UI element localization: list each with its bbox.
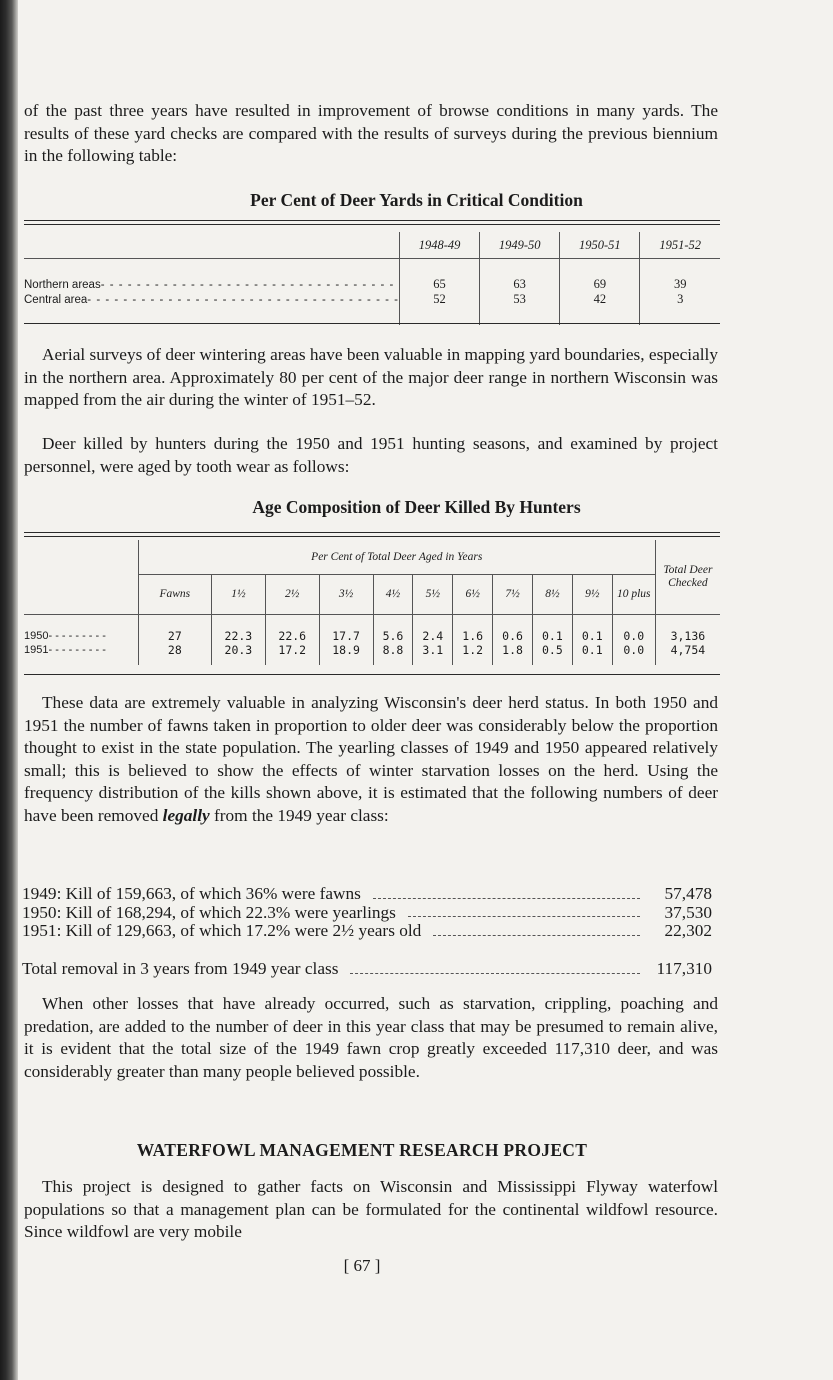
page-number: [ 67 ] (343, 1256, 381, 1275)
cell-total: 4,754 (655, 643, 720, 657)
cell: 2.4 (413, 629, 453, 643)
table-row: 1951- - - - - - - - - 28 20.3 17.2 18.9 8.8 3.1 1.2 1.8 0.5 0.1 0.0 4,754 (24, 643, 720, 657)
cell: 0.1 (572, 643, 612, 657)
age-header: Fawns (138, 574, 211, 614)
cell: 0.6 (493, 629, 533, 643)
age-header: 5½ (413, 574, 453, 614)
table-row: 1950- - - - - - - - - 27 22.3 22.6 17.7 5.6 2.4 1.6 0.6 0.1 0.1 0.0 3,136 (24, 629, 720, 643)
paragraph-deer-killed: Deer killed by hunters during the 1950 and 1951 hunting seasons, and examined by project personnel, were aged by tooth wear as follows: (24, 434, 718, 476)
cell: 69 (560, 277, 640, 292)
age-composition-table (24, 540, 720, 665)
emphasis-legally: legally (162, 805, 210, 825)
col-header: 1948-49 (399, 232, 479, 259)
cell: 3 (640, 292, 720, 307)
cell: 27 (138, 629, 211, 643)
age-header: 9½ (572, 574, 612, 614)
table-row: Central area- - - - - - - - - - - - - - - - - - - - - - - - - - - - - - - - - - - 52 53 42 3 (24, 292, 720, 307)
cell: 53 (480, 292, 560, 307)
col-header: 1950-51 (560, 232, 640, 259)
paragraph-other-losses: When other losses that have already occurred, such as starvation, crippling, poaching and predation, are added to the number of deer in this year class that may be presumed to remain alive, it is evident that the total size of the 1949 fawn crop greatly exceeded 117,310 deer, and was considerably greater than many people believed possible. (24, 994, 718, 1081)
cell: 1.2 (453, 643, 493, 657)
row-label: 1951 (24, 643, 49, 656)
total-header: Total Deer Checked (655, 540, 720, 614)
cell: 0.0 (612, 643, 655, 657)
paragraph-aerial-surveys: Aerial surveys of deer wintering areas have been valuable in mapping yard boundaries, especially in the northern area. Approximately 80 per cent of the major deer range in northern Wisconsin was mapped from the air during the winter of 1951–52. (24, 345, 718, 409)
removal-line: 1951: Kill of 129,663, of which 17.2% were 2½ years old 22,302 (22, 921, 712, 940)
paragraph-data-analysis: These data are extremely valuable in analyzing Wisconsin's deer herd status. In both 1950 and 1951 the number of fawns taken in proportion to older deer was considerably below the proportion thought to exist in the state population. The yearling classes of 1949 and 1950 appeared relatively small; this is believed to show the effects of winter starvation losses on the herd. Using the frequency distribution of the kills shown above, it is estimated that the following numbers of deer have been removed legally from the 1949 year class: (24, 693, 718, 825)
col-header: 1951-52 (640, 232, 720, 259)
col-header: 1949-50 (480, 232, 560, 259)
cell: 1.6 (453, 629, 493, 643)
cell-total: 3,136 (655, 629, 720, 643)
row-label: Northern areas (24, 278, 101, 291)
cell: 52 (399, 292, 479, 307)
paragraph-waterfowl: This project is designed to gather facts on Wisconsin and Mississippi Flyway waterfowl populations so that a management plan can be formulated for the continental wildfowl resource. Since wildfowl are very mobile (24, 1177, 718, 1241)
cell: 0.0 (612, 629, 655, 643)
table2-top-rule (24, 532, 720, 533)
cell: 65 (399, 277, 479, 292)
removal-total: Total removal in 3 years from 1949 year class 117,310 (22, 959, 712, 978)
cell: 8.8 (373, 643, 413, 657)
cell: 1.8 (493, 643, 533, 657)
cell: 0.5 (532, 643, 572, 657)
cell: 20.3 (211, 643, 265, 657)
table-row: Northern areas- - - - - - - - - - - - - - - - - - - - - - - - - - - - - - - - - 65 63 69 39 (24, 277, 720, 292)
cell: 22.6 (265, 629, 319, 643)
cell: 5.6 (373, 629, 413, 643)
age-header: 10 plus (612, 574, 655, 614)
cell: 3.1 (413, 643, 453, 657)
cell: 22.3 (211, 629, 265, 643)
table2-caption: Age Composition of Deer Killed By Hunters (252, 497, 581, 517)
age-header: 6½ (453, 574, 493, 614)
cell: 17.2 (265, 643, 319, 657)
removal-line: 1950: Kill of 168,294, of which 22.3% were yearlings 37,530 (22, 902, 712, 922)
cell: 42 (560, 292, 640, 307)
cell: 18.9 (319, 643, 373, 657)
cell: 39 (640, 277, 720, 292)
table1-top-rule (24, 220, 720, 221)
removal-line: 1949: Kill of 159,663, of which 36% were fawns 57,478 (22, 884, 712, 903)
table1-caption: Per Cent of Deer Yards in Critical Condition (250, 190, 583, 210)
age-header: 2½ (265, 574, 319, 614)
age-header: 7½ (493, 574, 533, 614)
group-header: Per Cent of Total Deer Aged in Years (138, 540, 655, 574)
table1-bottom-rule (24, 323, 720, 324)
removal-list (22, 885, 712, 941)
cell: 0.1 (532, 629, 572, 643)
table1-top-rule-2 (24, 224, 720, 225)
table2-top-rule-2 (24, 536, 720, 537)
age-header: 3½ (319, 574, 373, 614)
section-heading: WATERFOWL MANAGEMENT RESEARCH PROJECT (136, 1140, 588, 1160)
age-header: 1½ (211, 574, 265, 614)
age-header: 8½ (532, 574, 572, 614)
row-label: 1950 (24, 629, 49, 642)
cell: 28 (138, 643, 211, 657)
cell: 63 (480, 277, 560, 292)
deer-yards-table (24, 232, 720, 325)
cell: 0.1 (572, 629, 612, 643)
row-label: Central area (24, 293, 88, 306)
cell: 17.7 (319, 629, 373, 643)
table2-bottom-rule (24, 674, 720, 675)
paragraph-browse-conditions: of the past three years have resulted in improvement of browse conditions in many yards. The results of these yard checks are compared with the results of surveys during the previous biennium in the following table: (24, 101, 718, 165)
age-header: 4½ (373, 574, 413, 614)
